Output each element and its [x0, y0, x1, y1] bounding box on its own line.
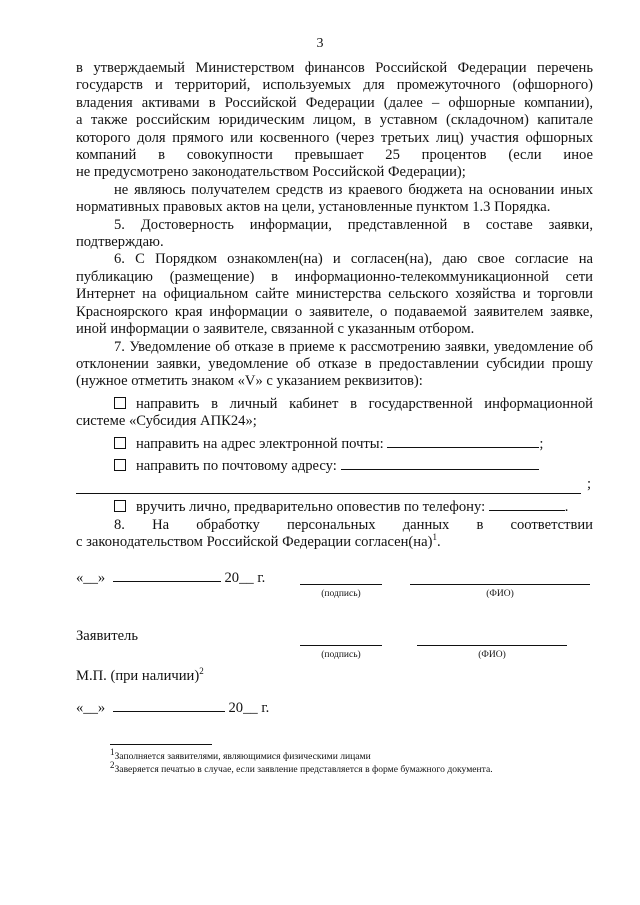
date-day-1: «__»: [76, 570, 106, 586]
offshore-line-3: владения активами в Российской Федерации (далее – офшорные компании),: [76, 94, 593, 111]
paragraph-offshore: [76, 60, 593, 182]
option-personal[interactable]: [76, 499, 593, 516]
footnote-divider: [110, 744, 212, 745]
offshore-line-4: а также российским юридическим лицом, в уставном (складочном) капитале: [76, 112, 593, 129]
caption-fio-2: (ФИО): [478, 650, 506, 660]
fio-line-2[interactable]: [417, 645, 567, 646]
post-blank-line[interactable]: [341, 469, 539, 470]
caption-sign-2: (подпись): [321, 650, 361, 660]
paragraph-7: 7. Уведомление об отказе в приеме к рассмотрению заявки, уведомление об отклонении заявки, уведомление об отказе в предоставлении субсидии прошу (нужное отметить знаком «V» с указанием реквизитов):: [76, 338, 593, 390]
paragraph-8-line-2: [76, 534, 593, 551]
footnote-2-mark: 2: [110, 759, 115, 770]
fio-line-1[interactable]: [410, 584, 590, 585]
paragraph-6: 6. С Порядком ознакомлен(на) и согласен(на), даю свое согласие на публикацию (размещение) в информационно-телекоммуникационной сети Интернет на официальном сайте министерства сельского хозяйства и торговли Красноярского края информации о заявителе, о подаваемой заявителем заявке, иной информации о заявителе, связанной с указанным отбором.: [76, 251, 593, 338]
applicant-label: Заявитель: [76, 628, 138, 644]
paragraph-8-line-1: 8. На обработку персональных данных в соответствии: [114, 516, 593, 533]
footnote-2-text: Заверяется печатью в случае, если заявление представляется в форме бумажного документа.: [114, 764, 493, 775]
option-post[interactable]: [76, 458, 593, 475]
option-email-label: направить на адрес электронной почты:: [136, 435, 384, 452]
email-blank-line[interactable]: [387, 447, 539, 448]
signature-line-2[interactable]: [300, 645, 382, 646]
email-semicolon: ;: [539, 435, 544, 452]
option-personal-label: вручить лично, предварительно оповестив по телефону:: [136, 499, 486, 516]
page-number: 3: [316, 36, 324, 51]
offshore-line-2: государств и территорий, используемых для промежуточного (офшорного): [76, 77, 593, 94]
offshore-line-7: не предусмотрено законодательством Российской Федерации);: [76, 164, 466, 181]
footnotes: [110, 746, 493, 776]
date-month-line-2[interactable]: [113, 711, 225, 712]
option-cabinet[interactable]: [76, 396, 593, 431]
footnote-ref-1: 1: [432, 532, 437, 543]
post-blank-line-2[interactable]: [76, 475, 591, 494]
paragraph-5: 5. Достоверность информации, представленной в составе заявки, подтверждаю.: [76, 216, 593, 251]
footnote-1-text: Заполняется заявителями, являющимися физическими лицами: [114, 751, 371, 762]
footnote-1: [110, 746, 493, 763]
footnote-2: [110, 759, 493, 776]
caption-fio-1: (ФИО): [486, 589, 514, 599]
seal-label: [76, 668, 204, 685]
paragraph-8-end: .: [436, 534, 441, 551]
checkbox-email[interactable]: [114, 437, 126, 449]
date-year-1: 20__ г.: [224, 570, 266, 586]
date-day-2: «__»: [76, 700, 106, 716]
paragraph-budget: не являюсь получателем средств из краевого бюджета на основании иных нормативных правовых актов на цели, установленные пунктом 1.3 Порядка.: [76, 181, 593, 216]
checkbox-post[interactable]: [114, 459, 126, 471]
seal-text: М.П. (при наличии): [76, 668, 200, 684]
phone-blank-line[interactable]: [489, 510, 565, 511]
date-year-2: 20__ г.: [228, 700, 270, 716]
document-body: [76, 60, 593, 552]
offshore-line-6: компаний в совокупности превышает 25 процентов (если иное: [76, 147, 593, 164]
option-email[interactable]: [76, 436, 593, 453]
footnote-ref-2: 2: [199, 666, 204, 677]
post-semicolon: ;: [586, 476, 591, 493]
caption-sign-1: (подпись): [321, 589, 361, 599]
option-post-label: направить по почтовому адресу:: [136, 457, 337, 474]
date-row-1: [76, 570, 265, 587]
date-month-line-1[interactable]: [113, 581, 221, 582]
paragraph-8-text: с законодательством Российской Федерации согласен(на): [76, 534, 433, 551]
footnote-1-mark: 1: [110, 746, 115, 757]
option-cabinet-label: направить в личный кабинет в государственной информационной системе «Субсидия АПК24»;: [76, 395, 593, 430]
signature-line-1[interactable]: [300, 584, 382, 585]
offshore-line-5: которого доля прямого или косвенного (через третьих лиц) участия офшорных: [76, 129, 593, 146]
checkbox-personal[interactable]: [114, 500, 126, 512]
personal-dot: .: [564, 499, 569, 516]
date-row-2: [76, 700, 269, 717]
offshore-line-1: в утверждаемый Министерством финансов Российской Федерации перечень: [76, 60, 593, 76]
checkbox-cabinet[interactable]: [114, 397, 126, 409]
